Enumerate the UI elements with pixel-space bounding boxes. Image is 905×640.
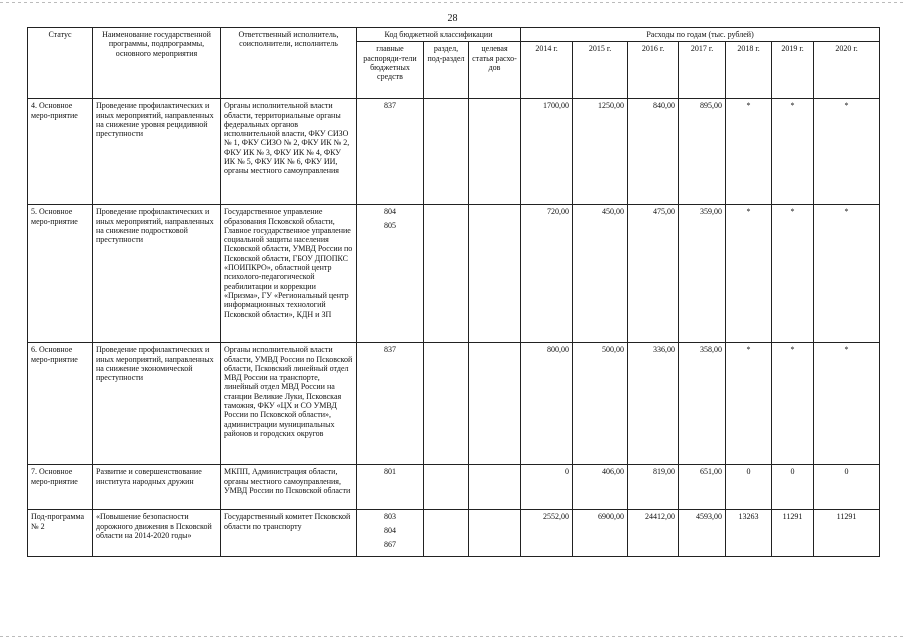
value-2018: * (726, 205, 772, 343)
table-row (28, 99, 880, 205)
row-status: 5. Основное меро-приятие (28, 205, 93, 343)
value-2014: 0 (521, 465, 573, 510)
code-value: 837 (384, 101, 396, 111)
row-code-section (424, 343, 469, 465)
code-value: 837 (384, 345, 396, 355)
row-status: 4. Основное меро-приятие (28, 99, 93, 205)
value-2015: 6900,00 (573, 510, 628, 557)
value-2017: 358,00 (679, 343, 726, 465)
value-2019: * (772, 205, 814, 343)
code-value: 804 (384, 207, 396, 217)
value-2018: * (726, 99, 772, 205)
value-2014: 800,00 (521, 343, 573, 465)
header-year-2019: 2019 г. (772, 42, 814, 99)
value-2015: 500,00 (573, 343, 628, 465)
value-2014: 720,00 (521, 205, 573, 343)
row-code-main (357, 510, 424, 557)
value-2020: * (814, 343, 880, 465)
header-code-main: главные распоряди-тели бюджетных средств (357, 42, 424, 99)
row-code-section (424, 465, 469, 510)
code-value: 805 (384, 221, 396, 231)
value-2014: 2552,00 (521, 510, 573, 557)
row-name: Развитие и совершенствование института народных дружин (93, 465, 221, 510)
code-value: 803 (384, 512, 396, 522)
header-year-2014: 2014 г. (521, 42, 573, 99)
row-code-main (357, 205, 424, 343)
header-executor: Ответственный исполнитель, соисполнители, исполнитель (221, 28, 357, 99)
value-2019: * (772, 343, 814, 465)
page-number: 28 (447, 13, 458, 24)
table-row (28, 510, 880, 557)
value-2016: 475,00 (628, 205, 679, 343)
row-status: 6. Основное меро-приятие (28, 343, 93, 465)
row-name: Проведение профилактических и иных мероприятий, направленных на снижение экономической преступности (93, 343, 221, 465)
scan-border-top (0, 2, 905, 3)
value-2017: 651,00 (679, 465, 726, 510)
row-code-main (357, 465, 424, 510)
value-2016: 336,00 (628, 343, 679, 465)
value-2015: 1250,00 (573, 99, 628, 205)
code-value: 804 (384, 526, 396, 536)
table-row (28, 205, 880, 343)
value-2018: * (726, 343, 772, 465)
row-code-main (357, 343, 424, 465)
value-2016: 840,00 (628, 99, 679, 205)
value-2015: 406,00 (573, 465, 628, 510)
table-row (28, 343, 880, 465)
value-2020: 0 (814, 465, 880, 510)
row-executor: Государственный комитет Псковской области по транспорту (221, 510, 357, 557)
value-2019: 11291 (772, 510, 814, 557)
row-code-section (424, 205, 469, 343)
scan-border-bottom (0, 636, 905, 637)
header-year-2016: 2016 г. (628, 42, 679, 99)
row-code-target (469, 465, 521, 510)
value-2017: 4593,00 (679, 510, 726, 557)
value-2019: 0 (772, 465, 814, 510)
budget-table (27, 27, 880, 557)
row-executor: Органы исполнительной власти области, территориальные органы федеральных органов исполнительной власти, ФКУ СИЗО № 1, ФКУ СИЗО № 2, ФКУ ИК № 2, ФКУ ИК № 3, ФКУ ИК № 4, ФКУ ИК № 5, ФКУ ИК № 6, ФКУ ИИ, органы местного самоуправления (221, 99, 357, 205)
row-code-section (424, 99, 469, 205)
row-code-target (469, 343, 521, 465)
header-row-1 (28, 28, 880, 42)
row-name: Проведение профилактических и иных мероприятий, направленных на снижение уровня рецидивной преступности (93, 99, 221, 205)
value-2017: 895,00 (679, 99, 726, 205)
row-status: Под-программа № 2 (28, 510, 93, 557)
header-code-target: целевая статья расхо-дов (469, 42, 521, 99)
value-2017: 359,00 (679, 205, 726, 343)
header-expenses: Расходы по годам (тыс. рублей) (521, 28, 880, 42)
row-status: 7. Основное меро-приятие (28, 465, 93, 510)
row-name: Проведение профилактических и иных мероприятий, направленных на снижение подростковой преступности (93, 205, 221, 343)
value-2018: 13263 (726, 510, 772, 557)
row-code-main (357, 99, 424, 205)
row-code-target (469, 510, 521, 557)
row-executor: МКПП, Администрация области, органы местного самоуправления, УМВД России по Псковской области (221, 465, 357, 510)
value-2016: 819,00 (628, 465, 679, 510)
header-name: Наименование государственной программы, подпрограммы, основного мероприятия (93, 28, 221, 99)
row-executor: Государственное управление образования Псковской области, Главное государственное управление социальной защиты населения Псковской области, УМВД России по Псковской области, ГБОУ ДПОПКС «ПОИПКРО», областной центр психолого-педагогической реабилитации и коррекции «Призма», ГУ «Региональный центр информационных технологий Псковской области», КДН и ЗП (221, 205, 357, 343)
header-year-2020: 2020 г. (814, 42, 880, 99)
table-row (28, 465, 880, 510)
header-budget-code: Код бюджетной классификации (357, 28, 521, 42)
code-value: 867 (384, 540, 396, 550)
header-year-2018: 2018 г. (726, 42, 772, 99)
value-2020: * (814, 205, 880, 343)
value-2020: 11291 (814, 510, 880, 557)
row-code-target (469, 205, 521, 343)
value-2019: * (772, 99, 814, 205)
row-code-section (424, 510, 469, 557)
header-code-section: раздел, под-раздел (424, 42, 469, 99)
value-2020: * (814, 99, 880, 205)
value-2015: 450,00 (573, 205, 628, 343)
row-name: «Повышение безопасности дорожного движения в Псковской области на 2014-2020 годы» (93, 510, 221, 557)
header-year-2017: 2017 г. (679, 42, 726, 99)
value-2014: 1700,00 (521, 99, 573, 205)
value-2018: 0 (726, 465, 772, 510)
header-status: Статус (28, 28, 93, 99)
row-executor: Органы исполнительной власти области, УМВД России по Псковской области, Псковский линейный отдел МВД России на транспорте, линейный отдел МВД России на станции Великие Луки, Псковская таможня, ФКУ «ЦХ и СО УМВД России по Псковской области», администрации муниципальных районов и городских округов (221, 343, 357, 465)
code-value: 801 (384, 467, 396, 477)
header-year-2015: 2015 г. (573, 42, 628, 99)
row-code-target (469, 99, 521, 205)
value-2016: 24412,00 (628, 510, 679, 557)
